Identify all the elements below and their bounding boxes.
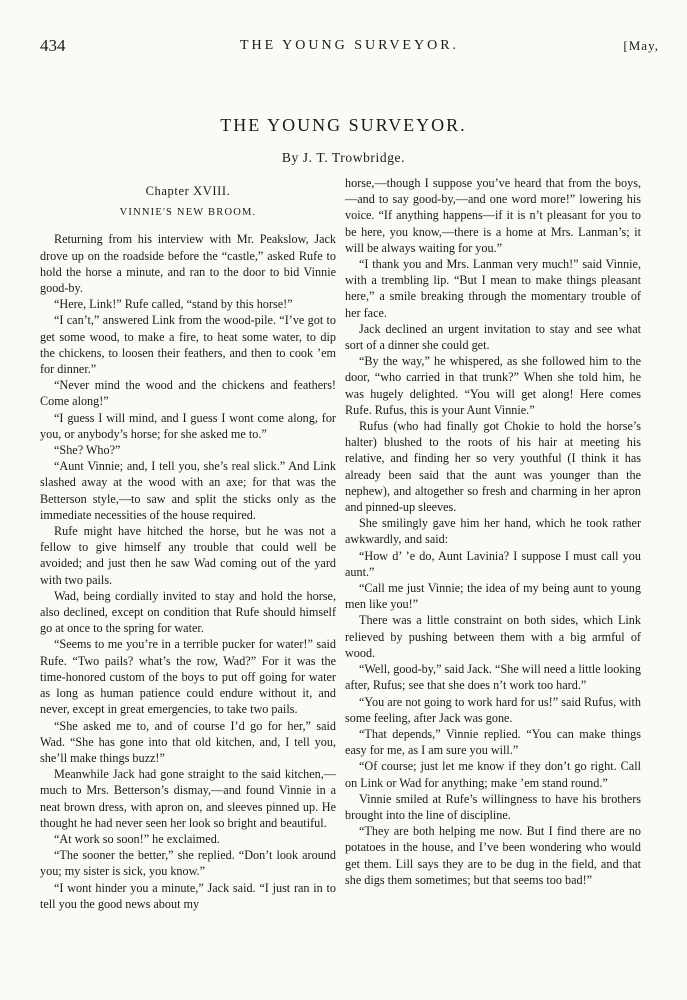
paragraph: “I can’t,” answered Link from the wood-pile. “I’ve got to get some wood, to make a fire, to heat some water, to dip the chickens, to loosen their feathers, and then to cook ’em for dinner.” <box>40 313 336 377</box>
running-title: THE YOUNG SURVEYOR. <box>239 38 460 53</box>
paragraph: Rufe might have hitched the horse, but he was not a fellow to give himself any trouble that could well be avoided; and just then he saw Wad coming out of the yard with two pails. <box>40 524 336 587</box>
paragraph: “I wont hinder you a minute,” Jack said. “I just ran in to tell you the good news about my <box>40 880 336 911</box>
paragraph: Meanwhile Jack had gone straight to the said kitchen,—much to Mrs. Betterson’s dismay,—and found Vinnie in a neat brown dress, with apron on, and sleeves pinned up. He thought he had never seen her look so bright and beautiful. <box>40 767 336 830</box>
paragraph: Returning from his interview with Mr. Peakslow, Jack drove up on the roadside before the “castle,” asked Rufe to hold the horse a minute, and ran to the door to bid Vinnie good-by. <box>40 232 336 296</box>
paragraph: “Seems to me you’re in a terrible pucker for water!” said Rufe. “Two pails? what’s the row, Wad?” For it was the time-honored custom of the boys to put off going for water as long as human patience could endure without it, and never, except in great emergencies, to take two pails. <box>40 637 336 717</box>
paragraph: Wad, being cordially invited to stay and hold the horse, also declined, except on condition that Rufe should himself go at once to the spring for water. <box>40 588 336 636</box>
paragraph: Rufus (who had finally got Chokie to hold the horse’s halter) blushed to the roots of his hair at meeting his relative, and finding her so very youthful (I think it has already been said that the aunt was younger than the nephew), and altogether so fresh and charming in her apron and pinned-up sleeves. <box>345 419 641 515</box>
paragraph: “She? Who?” <box>54 443 121 458</box>
paragraph: “Well, good-by,” said Jack. “She will need a little looking after, Rufus; see that she does n’t work too hard.” <box>345 662 641 693</box>
paragraph: “I thank you and Mrs. Lanman very much!” said Vinnie, with a trembling lip. “But I mean to make things pleasant here,” a smile breaking through the momentary trouble of her face. <box>345 257 641 320</box>
paragraph: “They are both helping me now. But I find there are no potatoes in the house, and I’ve been wondering who would get them. Lill says they are to be dug in the field, and that she digs them sometimes; but that seems too bad!” <box>345 824 641 887</box>
right-column <box>345 175 641 888</box>
article-title: THE YOUNG SURVEYOR. <box>220 115 467 135</box>
running-month: [May, <box>623 38 659 53</box>
paragraph: There was a little constraint on both sides, which Link relieved by pushing between them with a big armful of wood. <box>345 613 641 660</box>
running-head <box>40 36 659 56</box>
chapter-heading: Chapter XVIII. <box>145 184 231 198</box>
paragraph: “The sooner the better,” she replied. “Don’t look around you; my sister is sick, you know.” <box>40 848 336 879</box>
paragraph: “That depends,” Vinnie replied. “You can make things easy for me, as I am sure you will.” <box>345 726 641 758</box>
paragraph: She smilingly gave him her hand, which he took rather awkwardly, and said: <box>345 516 641 547</box>
byline: By J. T. Trowbridge. <box>281 150 406 165</box>
paragraph: horse,—though I suppose you’ve heard that from the boys,—and to say good-by,—and one word more!” lowering his voice. “If anything happens—if it is n’t pleasant for you to be here, you know,—there is a home at Mrs. Lanman’s; it will be always waiting for you.” <box>345 176 641 255</box>
paragraph: “How d’ ’e do, Aunt Lavinia? I suppose I must call you aunt.” <box>345 548 641 579</box>
paragraph: “Aunt Vinnie; and, I tell you, she’s real slick.” And Link slashed away at the wood with an axe; for that was the Betterson style,—to saw and split the sticks only as the immediate necessities of the house required. <box>40 459 336 522</box>
paragraph: “She asked me to, and of course I’d go for her,” said Wad. “She has gone into that old kitchen, and, I tell you, she’ll make things buzz!” <box>40 718 336 765</box>
paragraph: Vinnie smiled at Rufe’s willingness to have his brothers brought into the line of discipline. <box>345 791 641 822</box>
left-column <box>40 175 336 912</box>
paragraph: Jack declined an urgent invitation to stay and see what sort of a dinner she could get. <box>345 321 641 353</box>
paragraph: “You are not going to work hard for us!” said Rufus, with some feeling, after Jack was gone. <box>345 694 641 725</box>
paragraph: “Here, Link!” Rufe called, “stand by this horse!” <box>54 297 293 312</box>
paragraph: “Call me just Vinnie; the idea of my being aunt to young men like you!” <box>345 581 641 612</box>
paragraph: “Never mind the wood and the chickens and feathers! Come along!” <box>40 378 336 409</box>
page-number: 434 <box>40 36 66 55</box>
chapter-subheading: VINNIE'S NEW BROOM. <box>119 207 257 219</box>
paragraph: “By the way,” he whispered, as she followed him to the door, “who carried in that trunk?” When she told him, he was hugely delighted. “You will get along! Here comes Rufe. Rufus, this is your Aunt Vinnie.” <box>345 354 641 417</box>
paragraph: “Of course; just let me know if they don’t go right. Call on Link or Wad for anything; make ’em stand round.” <box>345 759 641 790</box>
paragraph: “I guess I will mind, and I guess I wont come along, for you, or anybody’s horse; for she asked me to.” <box>40 410 336 441</box>
paragraph: “At work so soon!” he exclaimed. <box>54 831 220 846</box>
